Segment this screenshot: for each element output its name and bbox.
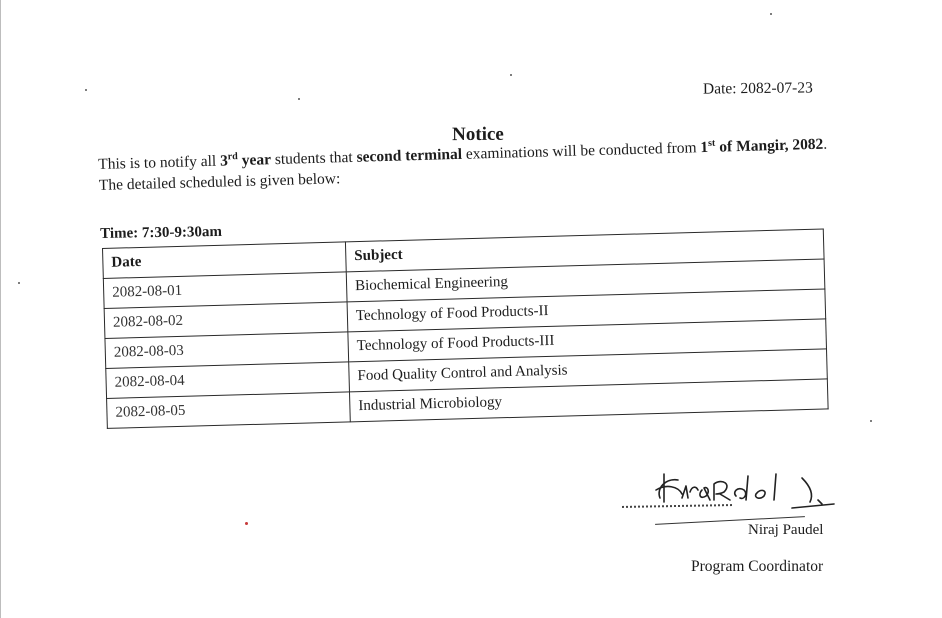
- scan-speck: [870, 420, 872, 422]
- row-date: 2082-08-05: [107, 392, 351, 429]
- row-date: 2082-08-01: [103, 272, 347, 309]
- intro-start-day: 1st: [700, 137, 716, 157]
- exam-time: Time: 7:30-9:30am: [100, 223, 223, 242]
- row-subject: Food Quality Control and Analysis: [349, 349, 828, 392]
- schedule-table: [102, 228, 829, 428]
- scan-speck: [18, 282, 20, 284]
- intro-start-month: Mangir, 2082: [735, 135, 824, 156]
- intro-text: students that: [270, 148, 357, 169]
- intro-text: . The detailed scheduled is given below:: [98, 135, 828, 194]
- header-date: Date: [103, 242, 347, 279]
- notice-date: [703, 79, 813, 98]
- row-subject: Technology of Food Products-III: [348, 319, 827, 362]
- scan-edge: [0, 0, 1, 618]
- scan-speck: [245, 522, 248, 525]
- intro-text: examinations will be conducted from: [461, 139, 701, 163]
- signer-role: Program Coordinator: [691, 558, 824, 575]
- scan-speck: [770, 13, 772, 15]
- row-subject: Technology of Food Products-II: [347, 289, 826, 332]
- notice-title: Notice: [452, 123, 504, 146]
- signature-icon: [652, 464, 842, 514]
- intro-text: This is to notify all: [98, 152, 221, 173]
- row-subject: Industrial Microbiology: [349, 379, 828, 422]
- scan-speck: [298, 98, 300, 100]
- header-subject: Subject: [345, 229, 824, 272]
- intro-exam-type: second terminal: [356, 145, 463, 166]
- scan-speck: [85, 89, 87, 91]
- row-date: 2082-08-03: [105, 332, 349, 369]
- scan-speck: [510, 74, 512, 76]
- intro-of: of: [715, 138, 737, 156]
- date-value: 2082-07-23: [740, 79, 813, 98]
- row-date: 2082-08-04: [106, 362, 350, 399]
- row-date: 2082-08-02: [104, 302, 348, 339]
- date-label: Date:: [702, 80, 737, 98]
- row-subject: Biochemical Engineering: [346, 259, 825, 302]
- signer-name: Niraj Paudel: [748, 522, 824, 538]
- intro-year: 3rd year: [219, 151, 272, 170]
